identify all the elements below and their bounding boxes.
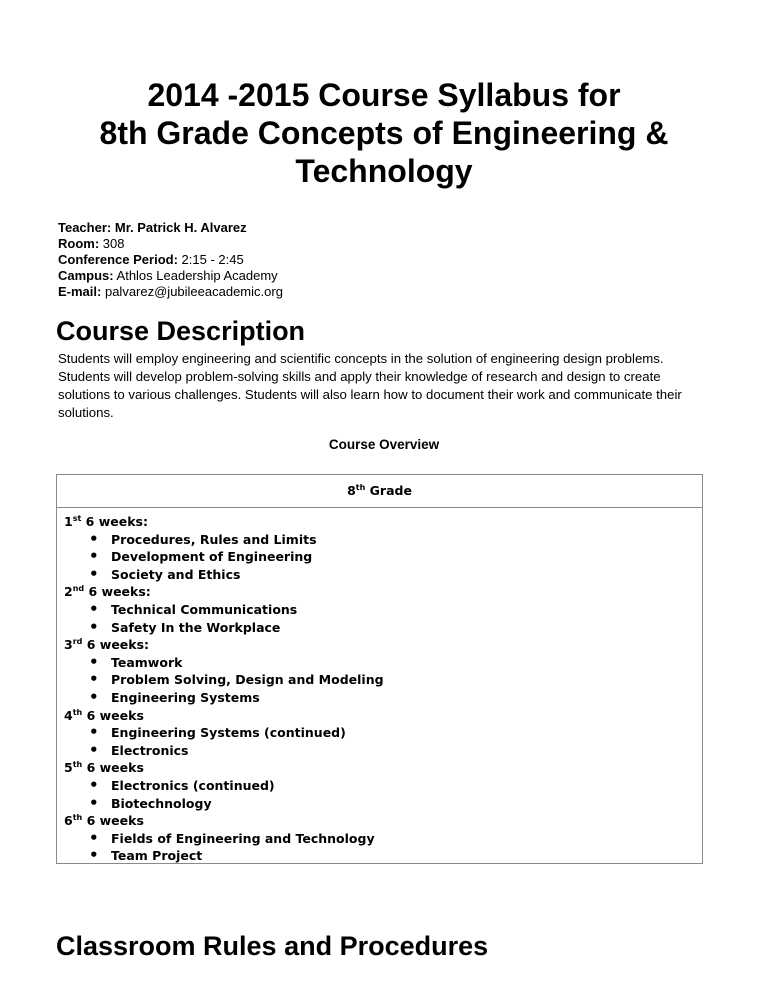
topic-text: Engineering Systems (continued)	[111, 725, 346, 741]
topic-text: Society and Ethics	[111, 566, 241, 582]
grade-word: Grade	[365, 483, 412, 498]
table-header	[57, 475, 702, 508]
email-value: palvarez@jubileeacademic.org	[104, 284, 283, 299]
period-ordinal: st	[72, 514, 82, 523]
period-number: 3	[64, 637, 73, 653]
list-item	[57, 847, 702, 865]
period-heading	[57, 513, 702, 531]
room-label: Room:	[58, 236, 100, 251]
topic-text: Teamwork	[111, 654, 183, 670]
period-heading	[57, 812, 702, 830]
bullet-icon: •	[89, 617, 99, 636]
campus-row	[58, 268, 283, 284]
bullet-icon: •	[89, 828, 99, 847]
period-label: 6 weeks:	[81, 514, 148, 529]
period-number: 5	[64, 760, 73, 776]
period-number: 1	[64, 514, 73, 529]
list-item	[57, 654, 702, 672]
period-label: 6 weeks	[82, 813, 144, 829]
course-description-heading: Course Description	[56, 316, 306, 346]
course-description-text: Students will employ engineering and scientific concepts in the solution of engineering design problems. Students will develop problem-solving skills and apply their knowledge of research and design to create solutions to various challenges. Students will also learn how to document their work and communicate their solutions.	[58, 351, 682, 420]
list-item	[57, 548, 702, 566]
list-item	[57, 724, 702, 742]
list-item	[57, 830, 702, 848]
bullet-icon: •	[89, 599, 99, 618]
bullet-icon: •	[89, 775, 99, 794]
period-ordinal: th	[72, 707, 83, 717]
period-label: 6 weeks	[82, 760, 144, 776]
period-heading	[57, 583, 702, 601]
list-item	[57, 777, 702, 795]
bullet-icon: •	[89, 564, 99, 583]
list-item	[57, 531, 702, 549]
conference-value: 2:15 - 2:45	[181, 252, 244, 267]
bullet-icon: •	[89, 846, 99, 865]
campus-value: Athlos Leadership Academy	[116, 268, 278, 283]
period-heading	[57, 636, 702, 654]
list-item	[57, 671, 702, 689]
period-label: 6 weeks	[82, 707, 144, 723]
room-row	[58, 236, 283, 252]
bullet-icon: •	[89, 652, 99, 671]
campus-label: Campus:	[58, 268, 114, 283]
table-body	[57, 508, 702, 865]
title-line-3: Technology	[295, 153, 473, 189]
conference-label: Conference Period:	[58, 252, 178, 267]
period-ordinal: th	[72, 760, 83, 770]
list-item	[57, 601, 702, 619]
email-label: E-mail:	[58, 284, 102, 299]
period-number: 6	[64, 813, 73, 829]
bullet-icon: •	[89, 670, 99, 689]
topic-text: Problem Solving, Design and Modeling	[111, 672, 384, 688]
grade-number: 8	[347, 483, 356, 498]
topic-text: Safety In the Workplace	[111, 619, 281, 635]
period-label: 6 weeks:	[84, 584, 151, 600]
bullet-icon: •	[89, 740, 99, 759]
teacher-label: Teacher:	[58, 220, 112, 235]
period-ordinal: th	[72, 813, 83, 823]
bullet-icon: •	[89, 793, 99, 812]
course-overview-label: Course Overview	[328, 437, 440, 452]
period-number: 2	[64, 584, 73, 600]
classroom-rules-heading: Classroom Rules and Procedures	[56, 931, 489, 961]
list-item	[57, 566, 702, 584]
period-number: 4	[64, 707, 73, 723]
bullet-icon: •	[89, 687, 99, 706]
list-item	[57, 689, 702, 707]
grade-suffix: th	[355, 483, 366, 492]
topic-text: Development of Engineering	[111, 549, 313, 565]
conference-row	[58, 252, 283, 268]
list-item	[57, 742, 702, 760]
topic-text: Fields of Engineering and Technology	[111, 830, 375, 846]
period-heading	[57, 707, 702, 725]
title-line-2: 8th Grade Concepts of Engineering &	[99, 115, 669, 151]
title-line-1: 2014 -2015 Course Syllabus for	[147, 77, 621, 113]
list-item	[57, 795, 702, 813]
bullet-icon: •	[89, 547, 99, 566]
period-label: 6 weeks:	[82, 637, 150, 653]
topic-text: Electronics	[111, 742, 189, 758]
period-ordinal: nd	[72, 584, 85, 594]
topic-text: Team Project	[111, 848, 203, 864]
teacher-value: Mr. Patrick H. Alvarez	[114, 220, 247, 235]
bullet-icon: •	[89, 529, 99, 548]
period-heading	[57, 759, 702, 777]
list-item	[57, 619, 702, 637]
email-row	[58, 284, 283, 300]
course-overview-table	[56, 474, 703, 864]
room-value: 308	[102, 236, 125, 251]
topic-text: Biotechnology	[111, 795, 212, 811]
topic-text: Technical Communications	[111, 601, 298, 617]
topic-text: Engineering Systems	[111, 689, 260, 705]
teacher-row	[58, 220, 283, 236]
teacher-info	[58, 220, 283, 300]
topic-text: Electronics (continued)	[111, 777, 275, 793]
page-title	[0, 76, 768, 190]
bullet-icon: •	[89, 723, 99, 742]
topic-text: Procedures, Rules and Limits	[111, 531, 317, 547]
period-ordinal: rd	[72, 637, 83, 647]
